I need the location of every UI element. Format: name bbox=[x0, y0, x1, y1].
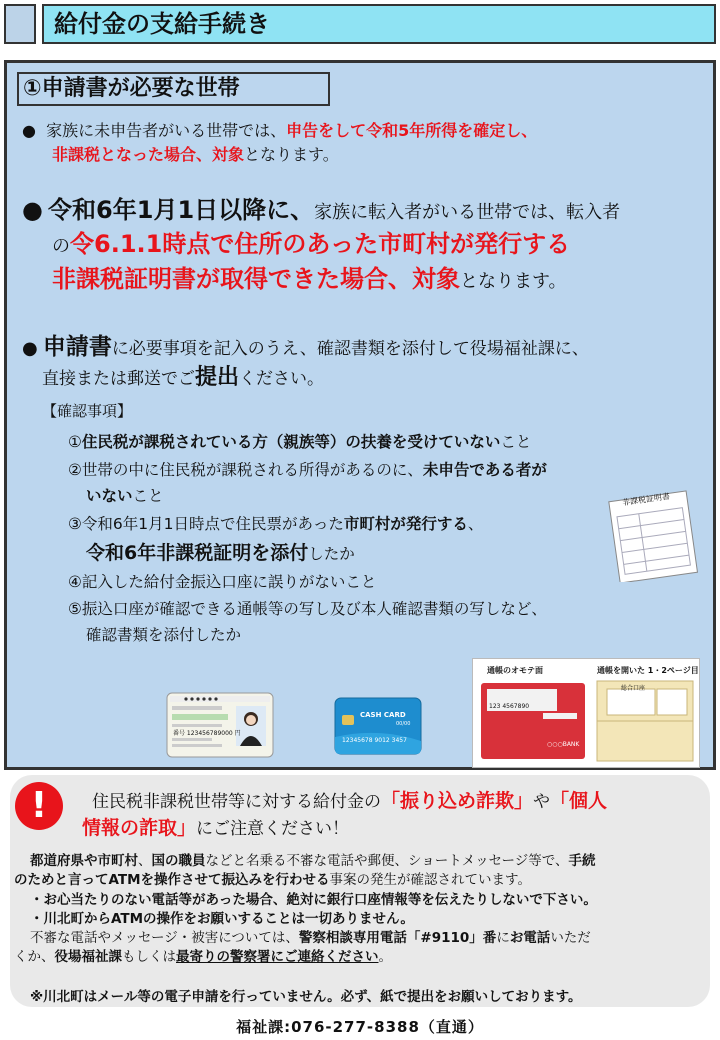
cash-card-date: 00/00 bbox=[396, 721, 411, 727]
i2-bold1: 未申告である者が bbox=[422, 461, 547, 479]
page-title bbox=[42, 4, 716, 44]
w-l1-red1: 「振り込め詐欺」 bbox=[381, 790, 534, 812]
w-p6-n2: もしくは bbox=[122, 949, 176, 965]
passbook-image bbox=[472, 658, 700, 768]
w-p6-b2: 最寄りの警察署 bbox=[176, 949, 271, 965]
b2-normal: 家族に転入者がいる世帯では、転入者 bbox=[314, 202, 621, 223]
confirm-label: 【確認事項】 bbox=[42, 402, 133, 420]
passbook-front-title: 通帳のオモテ面 bbox=[487, 666, 543, 675]
b2-post: となります。 bbox=[460, 271, 567, 292]
w-p1-b3: 手続 bbox=[568, 853, 596, 869]
bullet-2 bbox=[22, 190, 620, 225]
confirm-item-3-line2 bbox=[86, 538, 355, 565]
confirm-item-5: ⑤振込口座が確認できる通帳等の写し及び本人確認書類の写しなど、 bbox=[68, 600, 547, 618]
warning-paragraph-2 bbox=[30, 926, 591, 946]
b1-post: となります。 bbox=[244, 145, 339, 164]
footer-contact: 福祉課:076-277-8388（直通） bbox=[236, 1018, 484, 1036]
w-p1-b2: 国の職員 bbox=[151, 853, 206, 869]
bullet-2-line3 bbox=[52, 259, 567, 294]
cash-card-label: CASH CARD bbox=[360, 711, 406, 719]
certificate-title: 非課税証明書 bbox=[621, 491, 671, 508]
tax-certificate-image bbox=[606, 490, 700, 582]
w-p5-n3: いただ bbox=[550, 930, 591, 946]
b1-red1: 申告をして令和5年所得を確定し、 bbox=[286, 121, 538, 140]
w-p5-n1: 不審な電話やメッセージ・被害については、 bbox=[30, 930, 299, 946]
confirm-item-5-line2: 確認書類を添付したか bbox=[86, 626, 242, 644]
b2-red2: 非課税証明書が取得できた場合、対象 bbox=[52, 265, 460, 293]
cash-card-number: 12345678 9012 3457 bbox=[342, 737, 407, 744]
w-p6-n3: 。 bbox=[378, 949, 392, 965]
b3-normal3: ください。 bbox=[239, 369, 325, 389]
i3-bold1: 市町村が発行する bbox=[343, 515, 468, 533]
w-l1-red2: 「個人 bbox=[550, 790, 608, 812]
i2-post: こと bbox=[132, 487, 164, 505]
warning-note: ※川北町はメール等の電子申請を行っていません。必ず、紙で提出をお願いしております。 bbox=[30, 989, 582, 1005]
confirm-item-3 bbox=[68, 512, 483, 534]
i3-bold2: 令和6年非課税証明を添付 bbox=[86, 542, 309, 564]
w-p1-b1: 都道府県や市町村 bbox=[30, 853, 138, 869]
i1-num: ① bbox=[68, 433, 82, 451]
warning-line-2 bbox=[82, 813, 349, 840]
id-card-number: 番号 123456789000 円 bbox=[173, 730, 241, 737]
w-p5-n2: に bbox=[496, 930, 510, 946]
b1-pre: 家族に未申告者がいる世帯では、 bbox=[46, 121, 287, 140]
passbook-account: 123 4567890 bbox=[489, 703, 530, 710]
bullet-3-line2 bbox=[42, 360, 324, 391]
confirm-item-4: ④記入した給付金振込口座に誤りがないこと bbox=[68, 573, 377, 591]
b3-normal2: 直接または郵送でご bbox=[42, 369, 195, 389]
warning-paragraph-2-line2 bbox=[14, 945, 392, 965]
w-l1-mid: や bbox=[533, 792, 551, 812]
bullet-1-line2 bbox=[52, 142, 339, 165]
warning-bullet-1: ・お心当たりのない電話等があった場合、絶対に銀行口座情報等を伝えたりしないで下さい。 bbox=[30, 892, 597, 908]
i3-post1: 、 bbox=[467, 515, 484, 533]
bullet-dot: ● bbox=[22, 338, 38, 359]
w-p5-b1: 警察相談専用電話「#9110」番 bbox=[298, 930, 497, 946]
confirm-item-2-line2 bbox=[86, 484, 164, 506]
w-p5-b2: お電話 bbox=[509, 930, 551, 946]
b3-bold2: 提出 bbox=[195, 365, 240, 390]
b2-bold: 令和6年1月1日以降に、 bbox=[48, 196, 315, 224]
i3-pre: ③令和6年1月1日時点で住民票があった bbox=[68, 515, 344, 533]
warning-line-1 bbox=[92, 786, 607, 813]
warning-bullet-2: ・川北町からATMの操作をお願いすることは一切ありません。 bbox=[30, 911, 414, 927]
cash-card-image bbox=[334, 697, 422, 755]
bullet-3 bbox=[22, 328, 589, 361]
passbook-bank: ○○○BANK bbox=[547, 741, 580, 748]
w-p6-n1: くか、 bbox=[14, 949, 55, 965]
id-card-image bbox=[166, 692, 274, 758]
section-title: ①申請書が必要な世帯 bbox=[17, 72, 330, 106]
w-p2-b1: のためと言ってATMを操作させて振込みを行わせる bbox=[14, 872, 330, 888]
bullet-2-line2 bbox=[52, 224, 570, 259]
i2-bold2: いない bbox=[86, 487, 133, 505]
i1-bold: 住民税が課税されている方（親族等）の扶養を受けていない bbox=[81, 433, 501, 451]
warning-paragraph-1 bbox=[30, 849, 596, 869]
warning-paragraph-1-line2 bbox=[14, 868, 531, 888]
exclamation-icon: ! bbox=[15, 782, 63, 830]
w-p1-n2: などと名乗る不審な電話や郵便、ショートメッセージ等で、 bbox=[205, 853, 569, 869]
i1-post: こと bbox=[500, 433, 532, 451]
bullet-dot: ● bbox=[22, 196, 43, 224]
w-p6-b3: にご連絡ください bbox=[270, 949, 379, 965]
passbook-open-title: 通帳を開いた 1・2ページ目 bbox=[597, 666, 699, 675]
b1-red2: 非課税となった場合、対象 bbox=[52, 145, 245, 164]
b2-red1: 令6.1.1時点で住所のあった市町村が発行する bbox=[70, 230, 571, 258]
i3-post2: したか bbox=[308, 545, 355, 563]
b2-no: の bbox=[52, 236, 70, 257]
confirm-item-2 bbox=[68, 458, 547, 480]
w-l2-post: にご注意ください！ bbox=[196, 819, 350, 839]
header-square bbox=[4, 4, 36, 44]
bullet-dot: ● bbox=[22, 121, 36, 140]
w-p2-n1: 事案の発生が確認されています。 bbox=[329, 872, 531, 888]
confirm-item-1 bbox=[68, 430, 531, 452]
b3-bold1: 申請書 bbox=[42, 334, 112, 360]
w-l1-pre: 住民税非課税世帯等に対する給付金の bbox=[92, 792, 381, 812]
passbook-page-title: 総合口座 bbox=[621, 685, 646, 692]
i2-pre: ②世帯の中に住民税が課税される所得があるのに、 bbox=[68, 461, 423, 479]
b3-normal1: に必要事項を記入のうえ、確認書類を添付して役場福祉課に、 bbox=[111, 339, 589, 359]
page-title-text: 給付金の支給手続き bbox=[54, 10, 270, 38]
w-p1-n1: 、 bbox=[138, 853, 152, 869]
w-p6-b1: 役場福祉課 bbox=[54, 949, 122, 965]
w-l2-red: 情報の詐取」 bbox=[82, 817, 197, 839]
bullet-1 bbox=[22, 118, 537, 141]
